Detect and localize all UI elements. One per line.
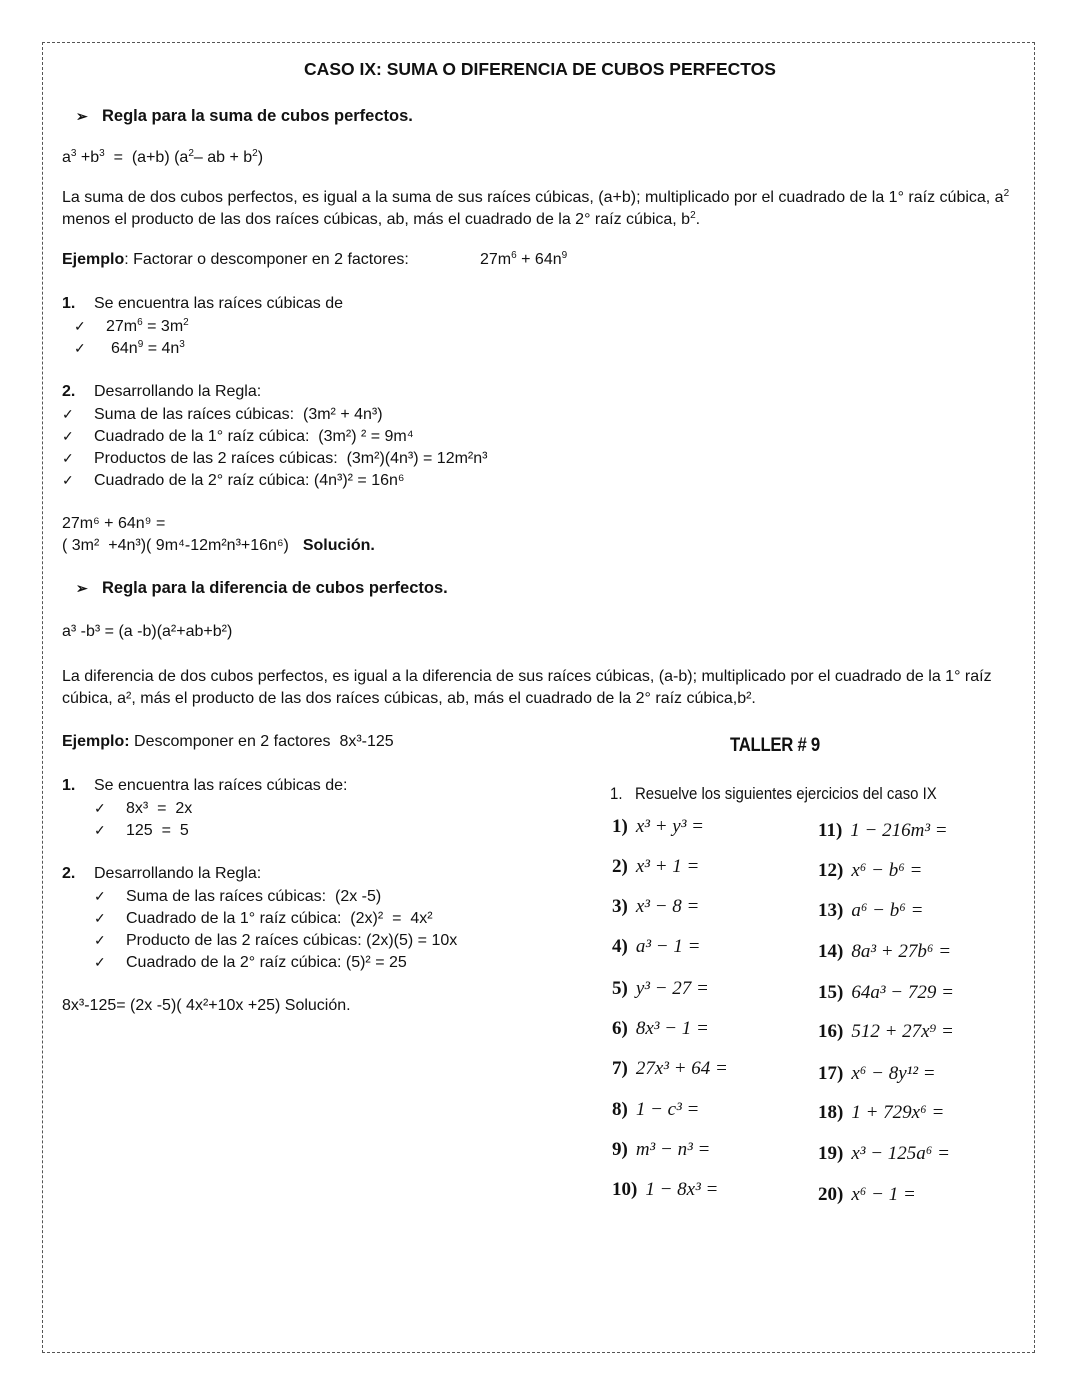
exercise-item: 4) a³ − 1 = [612,936,701,957]
page-title: CASO IX: SUMA O DIFERENCIA DE CUBOS PERFECTOS [304,59,776,79]
suma-step-1-item: ✓ $64n^9 = 4n^3$ [74,339,185,357]
suma-result-line-1: 27m⁶ + 64n⁹ = [62,515,166,532]
suma-step-2: 2. Desarrollando la Regla: [62,383,262,400]
diferencia-step-2-item: ✓ Cuadrado de la 2° raíz cúbica: (5)² = 25 [94,954,407,971]
check-icon: ✓ [94,954,106,970]
check-icon: ✓ [74,318,86,334]
exercise-item: 6) 8x³ − 1 = [612,1018,709,1039]
check-icon: ✓ [74,340,86,356]
suma-example: Ejemplo: Factorar o descomponer en 2 factores: [62,251,409,268]
check-icon: ✓ [62,472,74,488]
exercise-item: 18) 1 + 729x⁶ = [818,1102,945,1123]
suma-example-expression: $27m^6 + 64n^9$ [480,250,568,268]
arrow-bullet-icon: ➢ [76,580,88,596]
check-icon: ✓ [62,406,74,422]
suma-heading-text: Regla para la suma de cubos perfectos. [102,107,413,125]
diferencia-step-2-item: ✓ Cuadrado de la 1° raíz cúbica: (2x)² = 4x² [94,910,433,927]
exercise-item: 1) x³ + y³ = [612,816,704,837]
exercise-item: 9) m³ − n³ = [612,1139,711,1160]
suma-result-line-2: ( 3m² +4n³)( 9m⁴-12m²n³+16n⁶) Solución. [62,537,375,554]
check-icon: ✓ [62,428,74,444]
taller-instruction: 1. Resuelve los siguientes ejercicios del caso IX [610,784,937,803]
arrow-bullet-icon: ➢ [76,108,88,124]
taller-title: TALLER # 9 [730,735,820,756]
diferencia-explanation: La diferencia de dos cubos perfectos, es igual a la diferencia de sus raíces cúbicas, (a-b); multiplicado por el cuadrado de la 1° raíz cúbica, a², más el producto de las dos raíces cúbicas, ab, más el cuadrado de la 2° raíz cúbica,b². [62,668,992,707]
suma-step-2-item: ✓ Productos de las 2 raíces cúbicas: (3m²)(4n³) = 12m²n³ [62,450,488,467]
exercise-item: 8) 1 − c³ = [612,1099,700,1120]
suma-rule-heading [76,106,413,126]
exercise-item: 20) x⁶ − 1 = [818,1184,916,1205]
exercise-item: 19) x³ − 125a⁶ = [818,1143,950,1164]
diferencia-step-2: 2. Desarrollando la Regla: [62,865,262,882]
suma-step-1-item: ✓ $27m^6 = 3m^2$ [74,317,189,335]
diferencia-rule-heading [76,578,448,598]
exercise-item: 13) a⁶ − b⁶ = [818,900,924,921]
suma-step-1: 1. Se encuentra las raíces cúbicas de [62,295,344,312]
diferencia-step-1-item: ✓ 8x³ = 2x [94,800,193,817]
suma-step-2-item: ✓ Cuadrado de la 1° raíz cúbica: (3m²) ² = 9m⁴ [62,428,414,445]
diferencia-step-1: 1. Se encuentra las raíces cúbicas de: [62,777,348,794]
diferencia-step-2-item: ✓ Producto de las 2 raíces cúbicas: (2x)(5) = 10x [94,932,458,949]
check-icon: ✓ [94,888,106,904]
diferencia-heading-text: Regla para la diferencia de cubos perfectos. [102,579,448,597]
exercise-item: 17) x⁶ − 8y¹² = [818,1063,936,1084]
exercise-item: 12) x⁶ − b⁶ = [818,860,923,881]
suma-explanation: La suma de dos cubos perfectos, es igual a la suma de sus raíces cúbicas, (a+b); multiplicado por el cuadrado de la 1° raíz cúbica, $a^2$ menos el producto de las dos raíces cúbicas, ab, más el cuadrado de la 2° raíz cúbica, $b^2$. [62,188,1010,228]
diferencia-step-2-item: ✓ Suma de las raíces cúbicas: (2x -5) [94,888,382,905]
exercise-item: 7) 27x³ + 64 = [612,1058,728,1079]
exercise-item: 11) 1 − 216m³ = [818,820,948,841]
suma-step-2-item: ✓ Cuadrado de la 2° raíz cúbica: (4n³)² = 16n⁶ [62,472,405,489]
diferencia-result: 8x³-125= (2x -5)( 4x²+10x +25) Solución. [62,997,351,1014]
exercise-item: 10) 1 − 8x³ = [612,1179,719,1200]
diferencia-step-1-item: ✓ 125 = 5 [94,822,189,839]
check-icon: ✓ [94,910,106,926]
exercise-item: 5) y³ − 27 = [612,978,709,999]
diferencia-formula: a³ -b³ = (a -b)(a²+ab+b²) [62,623,233,640]
exercise-item: 3) x³ − 8 = [612,896,700,917]
check-icon: ✓ [94,822,106,838]
exercise-item: 15) 64a³ − 729 = [818,982,954,1003]
exercise-item: 2) x³ + 1 = [612,856,700,877]
suma-formula: $a^3 +b^3 = (a+b)$ ($a^2-$ ab + $b^2$) [62,148,264,166]
suma-step-2-item: ✓ Suma de las raíces cúbicas: (3m² + 4n³) [62,406,383,423]
check-icon: ✓ [94,800,106,816]
diferencia-example: Ejemplo: Descomponer en 2 factores 8x³-125 [62,733,394,750]
exercise-item: 16) 512 + 27x⁹ = [818,1021,954,1042]
check-icon: ✓ [62,450,74,466]
exercise-item: 14) 8a³ + 27b⁶ = [818,941,952,962]
check-icon: ✓ [94,932,106,948]
